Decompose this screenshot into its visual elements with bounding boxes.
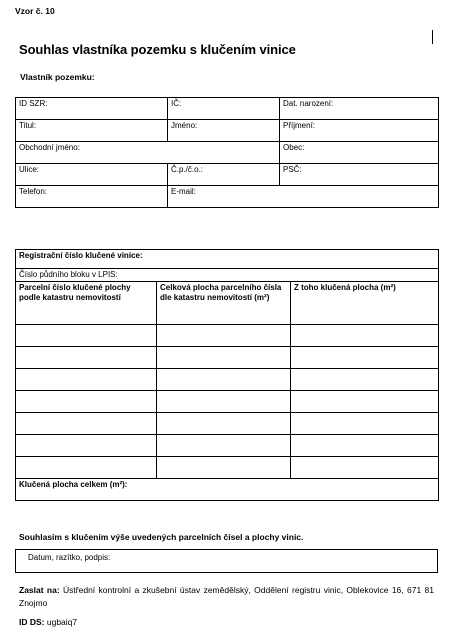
data-box-value: ugbaiq7 [46,617,78,627]
total-grubbed-area-field[interactable]: Klučená plocha celkem (m²): [16,479,439,501]
column-header-total-area: Celková plocha parcelního čísla dle katastru nemovitostí (m²) [157,282,291,325]
postal-code-field[interactable]: PSČ: [280,164,439,186]
table-row [16,479,439,501]
municipality-field[interactable]: Obec: [280,142,439,164]
table-row [16,186,439,208]
signature-label: Datum, razítko, podpis: [28,553,111,562]
street-field[interactable]: Ulice: [16,164,168,186]
grubbed-area-cell[interactable] [291,413,439,435]
total-area-cell[interactable] [157,369,291,391]
last-name-field[interactable]: Příjmení: [280,120,439,142]
parcel-number-cell[interactable] [16,391,157,413]
parcel-number-cell[interactable] [16,413,157,435]
table-row [16,347,439,369]
parcel-number-cell[interactable] [16,435,157,457]
signature-field[interactable] [15,549,438,573]
table-row [16,325,439,347]
table-row [16,250,439,269]
vineyard-table [15,249,439,501]
table-row [16,369,439,391]
grubbed-area-cell[interactable] [291,347,439,369]
parcel-number-cell[interactable] [16,347,157,369]
table-row [16,269,439,282]
text-cursor [432,30,433,44]
phone-field[interactable]: Telefon: [16,186,168,208]
grubbed-area-cell[interactable] [291,369,439,391]
total-area-cell[interactable] [157,457,291,479]
owner-details-table [15,97,439,208]
id-szr-field[interactable]: ID SZR: [16,98,168,120]
total-area-cell[interactable] [157,325,291,347]
column-header-grubbed-area: Z toho klučená plocha (m²) [291,282,439,325]
agreement-statement: Souhlasím s klučením výše uvedených parcelních čísel a plochy vinic. [19,532,304,542]
data-box-id [19,617,77,627]
lpis-block-field[interactable]: Číslo půdního bloku v LPIS: [16,269,439,282]
send-to-label: Zaslat na: [19,585,60,595]
table-header-row [16,282,439,325]
table-row [16,435,439,457]
grubbed-area-cell[interactable] [291,457,439,479]
document-title: Souhlas vlastníka pozemku s klučením vinice [19,42,296,57]
send-to-address [19,584,434,610]
parcel-number-cell[interactable] [16,457,157,479]
email-field[interactable]: E-mail: [168,186,439,208]
total-area-cell[interactable] [157,347,291,369]
table-row [16,142,439,164]
total-area-cell[interactable] [157,435,291,457]
registration-number-field[interactable]: Registrační číslo klučené vinice: [16,250,439,269]
birth-date-field[interactable]: Dat. narození: [280,98,439,120]
table-row [16,120,439,142]
column-header-parcel-number: Parcelní číslo klučené plochy podle katastru nemovitostí [16,282,157,325]
owner-section-heading: Vlastník pozemku: [20,72,95,82]
parcel-number-cell[interactable] [16,369,157,391]
ico-field[interactable]: IČ: [168,98,280,120]
data-box-label: ID DS: [19,617,45,627]
table-row [16,164,439,186]
table-row [16,98,439,120]
title-field[interactable]: Titul: [16,120,168,142]
business-name-field[interactable]: Obchodní jméno: [16,142,280,164]
table-row [16,413,439,435]
parcel-number-cell[interactable] [16,325,157,347]
grubbed-area-cell[interactable] [291,391,439,413]
total-area-cell[interactable] [157,413,291,435]
grubbed-area-cell[interactable] [291,435,439,457]
total-area-cell[interactable] [157,391,291,413]
table-row [16,457,439,479]
house-number-field[interactable]: Č.p./č.o.: [168,164,280,186]
grubbed-area-cell[interactable] [291,325,439,347]
form-template-number: Vzor č. 10 [15,6,55,16]
table-row [16,391,439,413]
send-to-text: Ústřední kontrolní a zkušební ústav zemědělský, Oddělení registru vinic, Oblekovice 16, 671 81 Znojmo [19,585,434,608]
first-name-field[interactable]: Jméno: [168,120,280,142]
